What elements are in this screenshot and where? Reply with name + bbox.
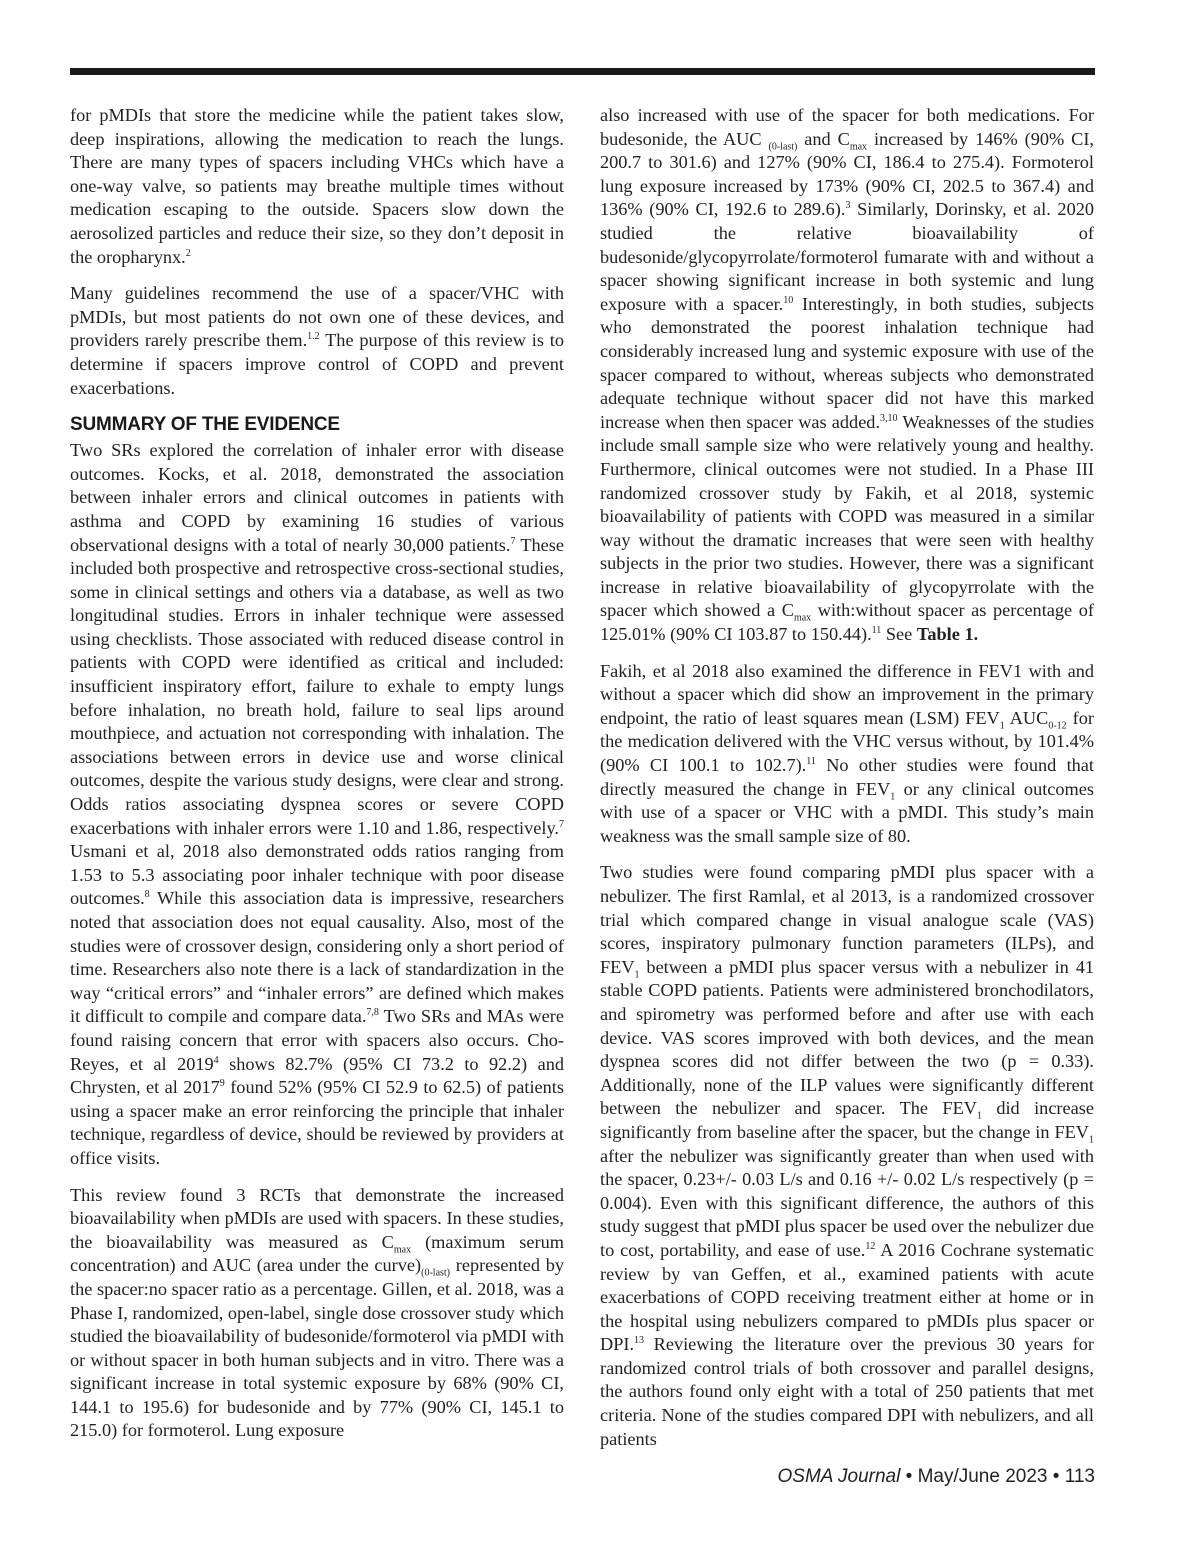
paragraph: This review found 3 RCTs that demonstrate the increased bioavailability when pMDIs are used with spacers. In these studies, the bioavailability was measured as $C_{max}$ (maximum serum concentration) and AUC (area under the $curve)_{(0-last)}$ represented by the spacer:no spacer ratio as a percentage. Gillen, et al. 2018, was a Phase I, randomized, open-label, single dose crossover study which studied the bioavailability of budesonide/formoterol via pMDI with or without spacer in both human subjects and in vitro. There was a significant increase in total systemic exposure by 68% (90% CI, 144.1 to 195.6) for budesonide and by 77% (90% CI, 145.1 to 215.0) for formoterol. Lung exposure bbox=[70, 1184, 565, 1441]
table-reference: Table 1. bbox=[916, 624, 979, 645]
page-footer: OSMA Journal • May/June 2023 • 113 bbox=[777, 1466, 1095, 1487]
issue-date: May/June 2023 bbox=[917, 1466, 1048, 1487]
paragraph: for pMDIs that store the medicine while the patient takes slow, deep inspirations, allowing the medication to reach the lungs. There are many types of spacers including VHCs which have a one-way valve, so patients may breathe multiple times without medication escaping to the outside. Spacers slow down the aerosolized particles and reduce their size, so they don’t deposit in the oropharynx.$^2$ bbox=[70, 105, 564, 267]
top-rule bbox=[70, 68, 1095, 75]
paragraph: Fakih, et al 2018 also examined the difference in FEV1 with and without a spacer which did show an improvement in the primary endpoint, the ratio of least squares mean (LSM) $FEV_1$ $AUC_{0-12}$ for the medication delivered with the VHC versus without, by 101.4% (90% CI 100.1 to 102.7).$^{11}$ No other studies were found that directly measured the change in $FEV_1$ or any clinical outcomes with use of a spacer or VHC with a pMDI. This study’s main weakness was the small sample size of 80. bbox=[600, 660, 1094, 846]
citation: 11 bbox=[806, 755, 816, 767]
citation: 10 bbox=[783, 294, 794, 306]
paragraph: Two studies were found comparing pMDI plus spacer with a nebulizer. The first Ramlal, et al 2013, is a randomized crossover trial which compared change in visual analogue scale (VAS) scores, inspiratory pulmonary function parameters (ILPs), and $FEV_1$ between a pMDI plus spacer versus with a nebulizer in 41 stable COPD patients. Patients were administered bronchodilators, and spirometry was performed before and after use with each device. VAS scores improved with both devices, and the mean dyspnea scores did not differ between the two (p = 0.33). Additionally, none of the ILP values were significantly different between the nebulizer and spacer. The $FEV_1$ did increase significantly from baseline after the spacer, but the change in $FEV_1$ after the nebulizer was significantly greater than when used with the spacer, 0.23+/- 0.03 L/s and 0.16 +/- 0.02 L/s respectively (p = 0.004). Even with this significant difference, the authors of this study suggest that pMDI plus spacer be used over the nebulizer due to cost, portability, and ease of use.$^{12}$ A 2016 Cochrane systematic review by van Geffen, et al., examined patients with acute exacerbations of COPD receiving treatment either at home or in the hospital using nebulizers compared to pMDIs plus spacer or DPI.$^{13}$ Reviewing the literature over the previous 30 years for randomized control trials of both crossover and parallel designs, the authors found only eight with a total of 250 patients that met criteria. None of the studies compared DPI with nebulizers, and all patients bbox=[600, 862, 1094, 1449]
citation: 3 bbox=[845, 200, 851, 212]
citation: 4 bbox=[213, 1054, 219, 1066]
page-number: 113 bbox=[1064, 1466, 1095, 1487]
citation: 11 bbox=[871, 624, 882, 636]
citation: 8 bbox=[144, 889, 150, 901]
right-column bbox=[600, 104, 1094, 1464]
citation: 13 bbox=[634, 1335, 645, 1347]
paragraph: also increased with use of the spacer for both medications. For budesonide, the AUC $_{(0-last)}$ and $C_{max}$ increased by 146% (90% CI, 200.7 to 301.6) and 127% (90% CI, 186.4 to 275.4). Formoterol lung exposure increased by 173% (90% CI, 202.5 to 367.4) and 136% (90% CI, 192.6 to 289.6).$^3$ Similarly, Dorinsky, et al. 2020 studied the relative bioavailability of budesonide/glycopyrrolate/formoterol fumarate with and without a spacer showing significant increase in both systemic and lung exposure with a spacer.$^{10}$ Interestingly, in both studies, subjects who demonstrated the poorest inhalation technique had considerably increased lung and systemic exposure with use of the spacer compared to without, whereas subjects who demonstrated adequate technique without spacer did not have this marked increase when then spacer was added.$^{3,10}$ Weaknesses of the studies include small sample size who were relatively young and healthy. Furthermore, clinical outcomes were not studied. In a Phase III randomized crossover study by Fakih, et al 2018, systemic bioavailability of patients with COPD was measured in a similar way without the dramatic increases that were seen with healthy subjects in the prior two studies. However, there was a significant increase in relative bioavailability of glycopyrrolate with the spacer which showed a $C_{max}$ with:without spacer as percentage of 125.01% (90% CI 103.87 to 150.44).$^{11}$ See Table 1. bbox=[600, 105, 1095, 645]
citation: 1.2 bbox=[307, 331, 320, 343]
citation: 3,10 bbox=[880, 412, 898, 424]
journal-name: OSMA Journal bbox=[777, 1466, 901, 1487]
citation: 12 bbox=[865, 1240, 876, 1252]
citation: 2 bbox=[185, 247, 191, 259]
paragraph: Two SRs explored the correlation of inhaler error with disease outcomes. Kocks, et al. 2018, demonstrated the association between inhaler errors and clinical outcomes in patients with asthma and COPD by examining 16 studies of various observational designs with a total of nearly 30,000 patients.$^7$ These included both prospective and retrospective cross-sectional studies, some in clinical settings and others via a database, as well as two longitudinal studies. Errors in inhaler technique were assessed using checklists. Those associated with reduced disease control in patients with COPD were identified as critical and included: insufficient inspiratory effort, failure to exhale to empty lungs before inhalation, no breath hold, failure to seal lips around mouthpiece, and actuation not corresponding with inhalation. The associations between errors in device use and worse clinical outcomes, despite the various study designs, were clear and strong. Odds ratios associating dyspnea scores or severe COPD exacerbations with inhaler errors were 1.10 and 1.86, respectively.$^7$ Usmani et al, 2018 also demonstrated odds ratios ranging from 1.53 to 5.3 associating poor inhaler technique with poor disease outcomes.$^8$ While this association data is impressive, researchers noted that association does not equal causality. Also, most of the studies were of crossover design, considering only a short period of time. Researchers also note there is a lack of standardization in the way “critical errors” and “inhaler errors” are defined which makes it difficult to compile and compare data.$^{7,8}$ Two SRs and MAs were found raising concern that error with spacers also occurs. Cho-Reyes, et al 2019$^4$ shows 82.7% (95% CI 73.2 to 92.2) and Chrysten, et al 2017$^9$ found 52% (95% CI 52.9 to 62.5) of patients using a spacer make an error reinforcing the principle that inhaler technique, regardless of device, should be reviewed by providers at office visits. bbox=[70, 440, 565, 1168]
citation: 7 bbox=[559, 818, 564, 830]
citation: 9 bbox=[219, 1078, 225, 1090]
paragraph: Many guidelines recommend the use of a spacer/VHC with pMDIs, but most patients do not own one of these devices, and providers rarely prescribe them.$^{1.2}$ The purpose of this review is to determine if spacers improve control of COPD and prevent exacerbations. bbox=[70, 283, 564, 398]
citation: 7,8 bbox=[366, 1007, 379, 1019]
section-heading: SUMMARY OF THE EVIDENCE bbox=[70, 414, 340, 436]
left-column bbox=[70, 104, 564, 1456]
citation: 7 bbox=[510, 535, 516, 547]
